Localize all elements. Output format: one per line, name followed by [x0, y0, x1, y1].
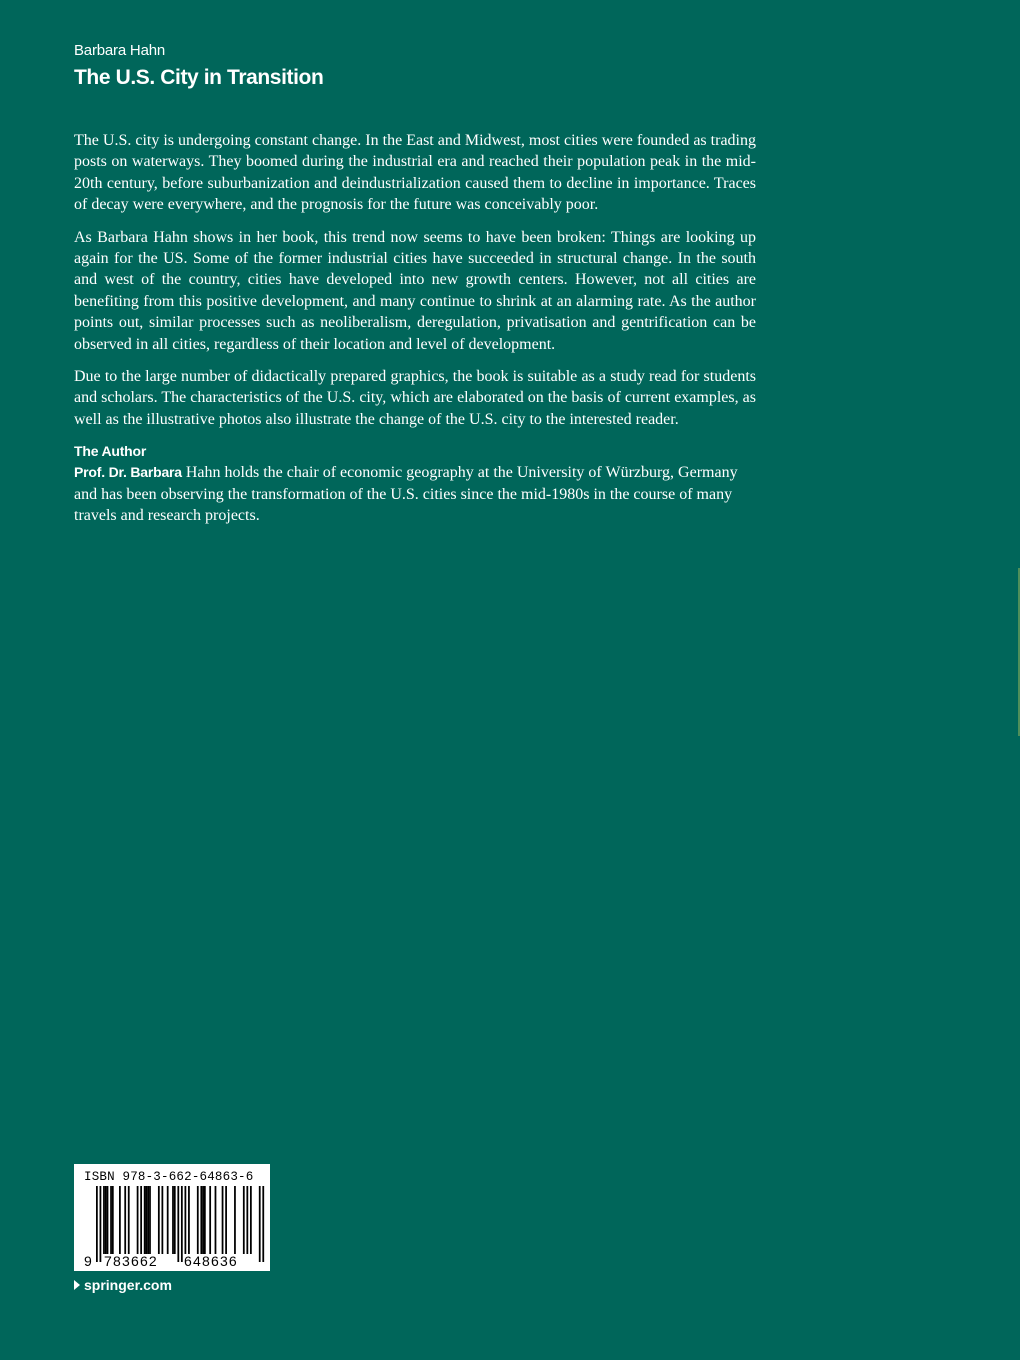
website-label[interactable]: springer.com	[84, 1277, 172, 1293]
author-bio-text: Hahn holds the chair of economic geography at the University of Würzburg, Germany and has been observing the transformation of the U.S. cities since the mid-1980s in the course of many travels and research projects.	[74, 464, 738, 525]
barcode-bar	[204, 1186, 206, 1254]
barcode-bar	[215, 1186, 217, 1254]
isbn-number: ISBN 978-3-662-64863-6	[84, 1170, 254, 1184]
barcode-bar	[185, 1186, 187, 1254]
author-bio-name: Prof. Dr. Barbara	[74, 464, 182, 481]
barcode-bar	[209, 1186, 211, 1254]
barcode-bar	[149, 1186, 151, 1254]
barcode-bar	[234, 1186, 236, 1254]
barcode-bar	[140, 1186, 142, 1254]
book-title: The U.S. City in Transition	[74, 66, 324, 89]
barcode-guard-bar	[181, 1186, 183, 1262]
barcode-digits-left: 783662	[104, 1253, 158, 1269]
barcode-bar	[188, 1186, 190, 1254]
barcode-bar	[174, 1186, 176, 1254]
description-paragraph-1: The U.S. city is undergoing constant change. In the East and Midwest, most cities were founded as trading posts on waterways. They boomed during the industrial era and reached their population peak in the mid-20th century, before suburbanization and deindustrialization caused them to decline in importance. Traces of decay were everywhere, and the prognosis for the future was conceivably poor.	[74, 132, 756, 214]
author-heading: The Author	[74, 443, 147, 460]
arrow-right-icon	[74, 1280, 80, 1290]
barcode-bar	[146, 1186, 148, 1254]
publisher-website[interactable]	[74, 1276, 172, 1294]
barcode-bar	[105, 1186, 107, 1254]
author-name: Barbara Hahn	[74, 42, 165, 59]
barcode-bar	[124, 1186, 126, 1254]
barcode-bar	[137, 1186, 139, 1254]
barcode-bar	[172, 1186, 174, 1254]
barcode-bar	[158, 1186, 160, 1254]
barcode-bar	[167, 1186, 169, 1254]
description-paragraph-2: As Barbara Hahn shows in her book, this trend now seems to have been broken: Things are looking up again for the US. Some of the former industrial cities have succeeded in structural change. In the south and west of the country, cities have developed into new growth centers. However, not all cities are benefiting from this positive development, and many continue to shrink at an alarming rate. As the author points out, similar processes such as neoliberalism, deregulation, privatisation and gentrification can be observed in all cities, regardless of their location and level of development.	[74, 228, 756, 353]
barcode-bar	[103, 1186, 105, 1254]
barcode-bar	[147, 1186, 149, 1254]
barcode-bar	[144, 1186, 146, 1254]
author-section	[74, 441, 756, 526]
barcode-guard-bar	[177, 1186, 179, 1262]
book-description	[74, 130, 756, 527]
barcode-bar	[119, 1186, 121, 1254]
barcode-digits-right: 648636	[184, 1253, 238, 1269]
barcode-bar	[161, 1186, 163, 1254]
barcode-bar	[110, 1186, 112, 1254]
barcode-bar	[128, 1186, 130, 1254]
barcode-bar	[246, 1186, 248, 1254]
barcode-digits	[74, 1253, 270, 1270]
barcode-bar	[250, 1186, 252, 1254]
barcode-bar	[243, 1186, 245, 1254]
isbn-barcode	[74, 1164, 270, 1271]
author-bio	[74, 462, 756, 526]
barcode-bar	[107, 1186, 109, 1254]
barcode-guard-bar	[96, 1186, 98, 1262]
barcode-guard-bar	[262, 1186, 264, 1262]
barcode-bar	[200, 1186, 202, 1254]
barcode-guard-bar	[100, 1186, 102, 1262]
barcode-digit-first: 9	[84, 1253, 92, 1269]
barcode-bar	[202, 1186, 204, 1254]
barcode-bar	[112, 1186, 114, 1254]
description-paragraph-3: Due to the large number of didactically prepared graphics, the book is suitable as a study read for students and scholars. The characteristics of the U.S. city, which are elaborated on the basis of current examples, as well as the illustrative photos also illustrate the change of the U.S. city to the interested reader.	[74, 368, 756, 428]
barcode-guard-bar	[259, 1186, 261, 1262]
barcode-bar	[197, 1186, 199, 1254]
barcode-bar	[222, 1186, 224, 1254]
barcode-bar	[225, 1186, 227, 1254]
cover-header	[74, 41, 323, 92]
